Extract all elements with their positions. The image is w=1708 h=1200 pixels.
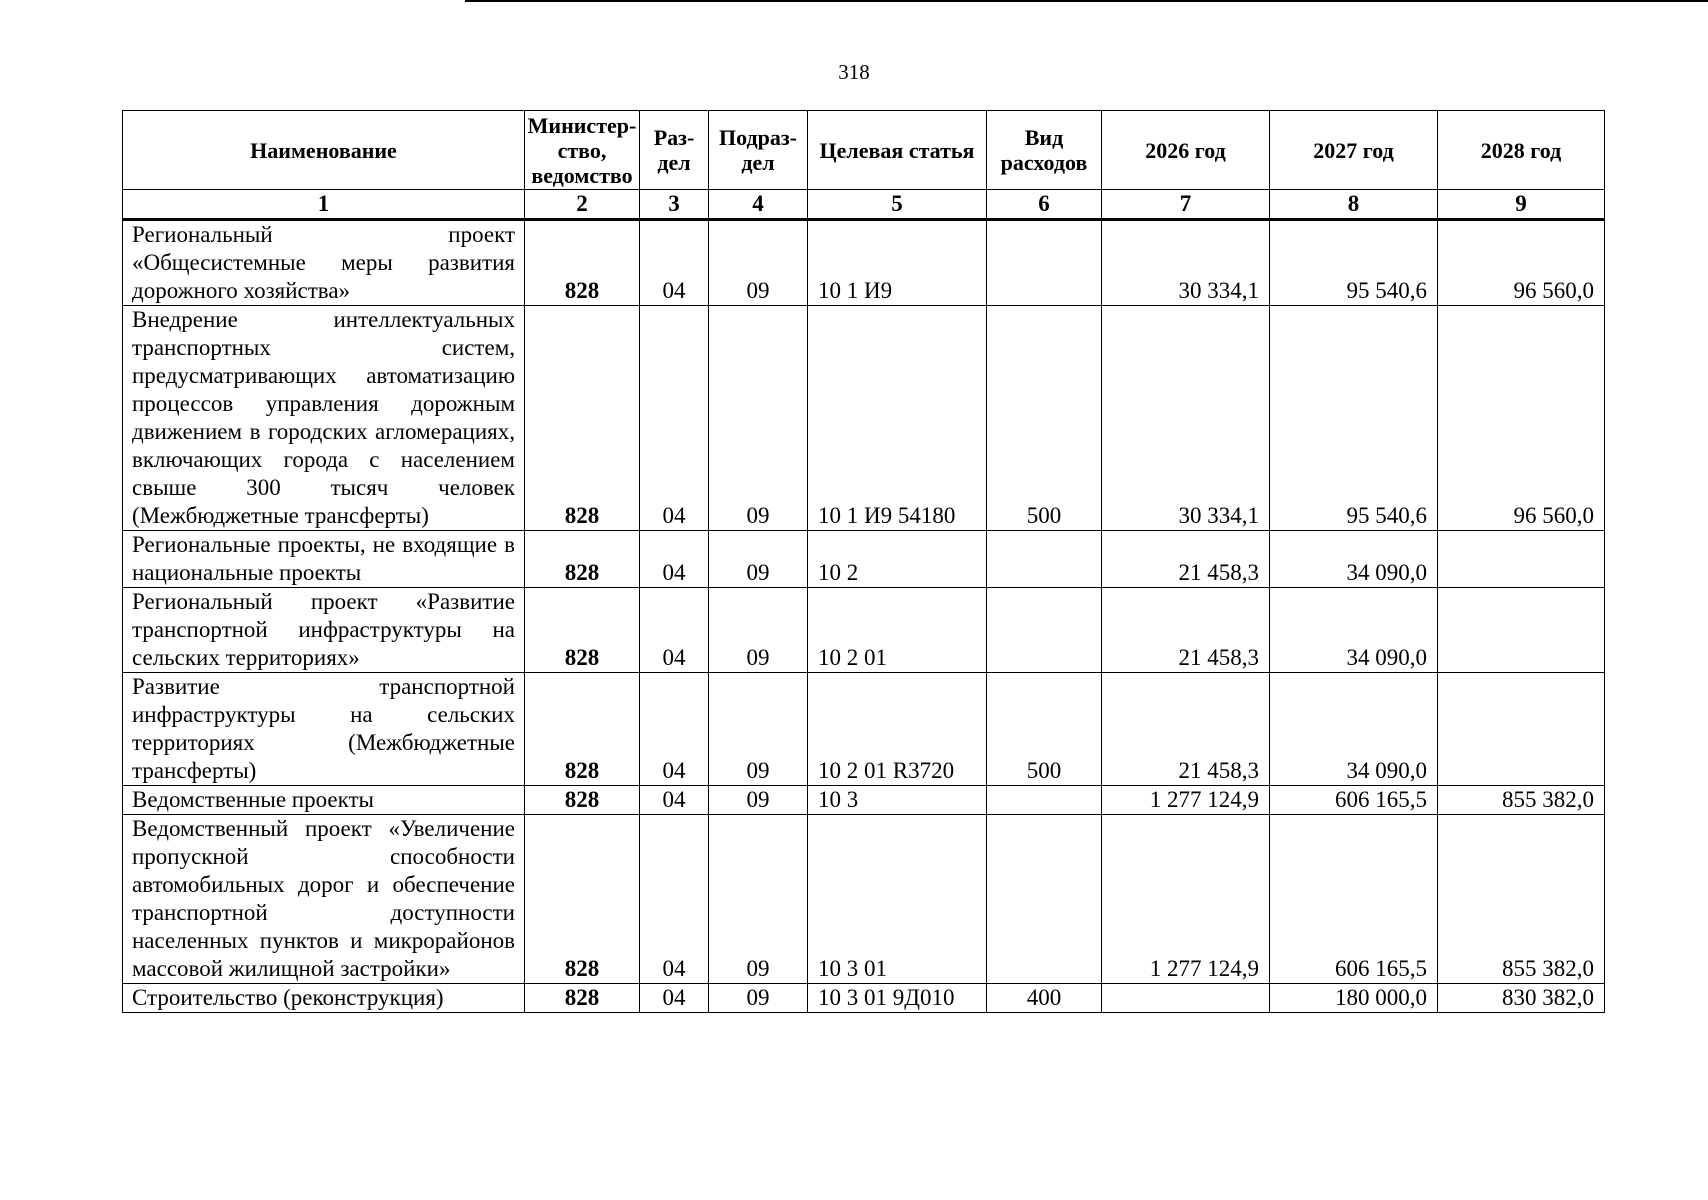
row-subsection: 09	[709, 588, 808, 673]
header-section: Раз-дел	[640, 111, 709, 190]
row-name: Ведомственный проект «Увеличение пропускной способности автомобильных дорог и обеспечение транспортной доступности населенных пунктов и микрорайонов массовой жилищной застройки»	[123, 815, 525, 984]
row-2026	[1102, 984, 1270, 1013]
table-row	[123, 306, 1605, 531]
row-2028: 96 560,0	[1438, 306, 1605, 531]
row-name: Внедрение интеллектуальных транспортных систем, предусматривающих автоматизацию процессов управления дорожным движением в городских агломерациях, включающих города с населением свыше 300 тысяч человек (Межбюджетные трансферты)	[123, 306, 525, 531]
row-subsection: 09	[709, 220, 808, 306]
column-number: 8	[1270, 190, 1438, 220]
row-2028	[1438, 588, 1605, 673]
row-ministry: 828	[525, 531, 640, 588]
row-name: Развитие транспортной инфраструктуры на сельских территориях (Межбюджетные трансферты)	[123, 673, 525, 786]
row-ministry: 828	[525, 984, 640, 1013]
row-target: 10 1 И9 54180	[808, 306, 987, 531]
column-number: 5	[808, 190, 987, 220]
row-2026: 21 458,3	[1102, 531, 1270, 588]
row-expense-type	[987, 786, 1102, 815]
row-subsection: 09	[709, 815, 808, 984]
row-subsection: 09	[709, 673, 808, 786]
row-target: 10 3	[808, 786, 987, 815]
row-section: 04	[640, 531, 709, 588]
header-2028: 2028 год	[1438, 111, 1605, 190]
row-expense-type	[987, 531, 1102, 588]
row-section: 04	[640, 588, 709, 673]
row-ministry: 828	[525, 306, 640, 531]
header-2026: 2026 год	[1102, 111, 1270, 190]
row-section: 04	[640, 786, 709, 815]
row-name: Строительство (реконструкция)	[123, 984, 525, 1013]
row-2028	[1438, 673, 1605, 786]
header-target: Целевая статья	[808, 111, 987, 190]
row-target: 10 2 01	[808, 588, 987, 673]
row-ministry: 828	[525, 815, 640, 984]
row-2027: 34 090,0	[1270, 673, 1438, 786]
table-row	[123, 673, 1605, 786]
row-2026: 1 277 124,9	[1102, 815, 1270, 984]
header-expense-type: Вид расходов	[987, 111, 1102, 190]
header-2027: 2027 год	[1270, 111, 1438, 190]
row-expense-type: 500	[987, 306, 1102, 531]
row-2027: 34 090,0	[1270, 588, 1438, 673]
table-row	[123, 984, 1605, 1013]
row-2028	[1438, 531, 1605, 588]
row-name: Региональный проект «Развитие транспортной инфраструктуры на сельских территориях»	[123, 588, 525, 673]
row-section: 04	[640, 984, 709, 1013]
row-subsection: 09	[709, 306, 808, 531]
row-section: 04	[640, 306, 709, 531]
row-expense-type	[987, 588, 1102, 673]
column-number: 3	[640, 190, 709, 220]
row-2027: 606 165,5	[1270, 786, 1438, 815]
header-name: Наименование	[123, 111, 525, 190]
table-row	[123, 220, 1605, 306]
row-2028: 830 382,0	[1438, 984, 1605, 1013]
row-2027: 606 165,5	[1270, 815, 1438, 984]
row-ministry: 828	[525, 673, 640, 786]
row-2026: 30 334,1	[1102, 306, 1270, 531]
row-name: Региональные проекты, не входящие в национальные проекты	[123, 531, 525, 588]
row-expense-type: 400	[987, 984, 1102, 1013]
column-number-row	[123, 190, 1605, 220]
header-row	[123, 111, 1605, 190]
row-section: 04	[640, 673, 709, 786]
row-target: 10 2	[808, 531, 987, 588]
row-target: 10 3 01 9Д010	[808, 984, 987, 1013]
page-number: 318	[838, 60, 870, 84]
header-ministry: Министер-ство, ведомство	[525, 111, 640, 190]
row-2027: 180 000,0	[1270, 984, 1438, 1013]
row-expense-type	[987, 220, 1102, 306]
top-border-rule	[465, 0, 1708, 2]
row-expense-type	[987, 815, 1102, 984]
row-ministry: 828	[525, 220, 640, 306]
row-2028: 855 382,0	[1438, 815, 1605, 984]
row-ministry: 828	[525, 786, 640, 815]
row-2026: 21 458,3	[1102, 673, 1270, 786]
row-target: 10 2 01 R3720	[808, 673, 987, 786]
row-target: 10 1 И9	[808, 220, 987, 306]
row-target: 10 3 01	[808, 815, 987, 984]
row-subsection: 09	[709, 531, 808, 588]
row-ministry: 828	[525, 588, 640, 673]
row-2027: 34 090,0	[1270, 531, 1438, 588]
row-2028: 855 382,0	[1438, 786, 1605, 815]
row-2026: 21 458,3	[1102, 588, 1270, 673]
column-number: 7	[1102, 190, 1270, 220]
column-number: 4	[709, 190, 808, 220]
row-2026: 30 334,1	[1102, 220, 1270, 306]
row-2028: 96 560,0	[1438, 220, 1605, 306]
row-2027: 95 540,6	[1270, 306, 1438, 531]
row-subsection: 09	[709, 984, 808, 1013]
table-row	[123, 786, 1605, 815]
column-number: 6	[987, 190, 1102, 220]
row-expense-type: 500	[987, 673, 1102, 786]
table-row	[123, 588, 1605, 673]
row-2026: 1 277 124,9	[1102, 786, 1270, 815]
table-row	[123, 531, 1605, 588]
row-section: 04	[640, 815, 709, 984]
row-name: Региональный проект «Общесистемные меры развития дорожного хозяйства»	[123, 220, 525, 306]
row-2027: 95 540,6	[1270, 220, 1438, 306]
row-name: Ведомственные проекты	[123, 786, 525, 815]
column-number: 2	[525, 190, 640, 220]
table-row	[123, 815, 1605, 984]
column-number: 9	[1438, 190, 1605, 220]
budget-table	[122, 110, 1605, 1013]
header-subsection: Подраз-дел	[709, 111, 808, 190]
column-number: 1	[123, 190, 525, 220]
row-section: 04	[640, 220, 709, 306]
row-subsection: 09	[709, 786, 808, 815]
